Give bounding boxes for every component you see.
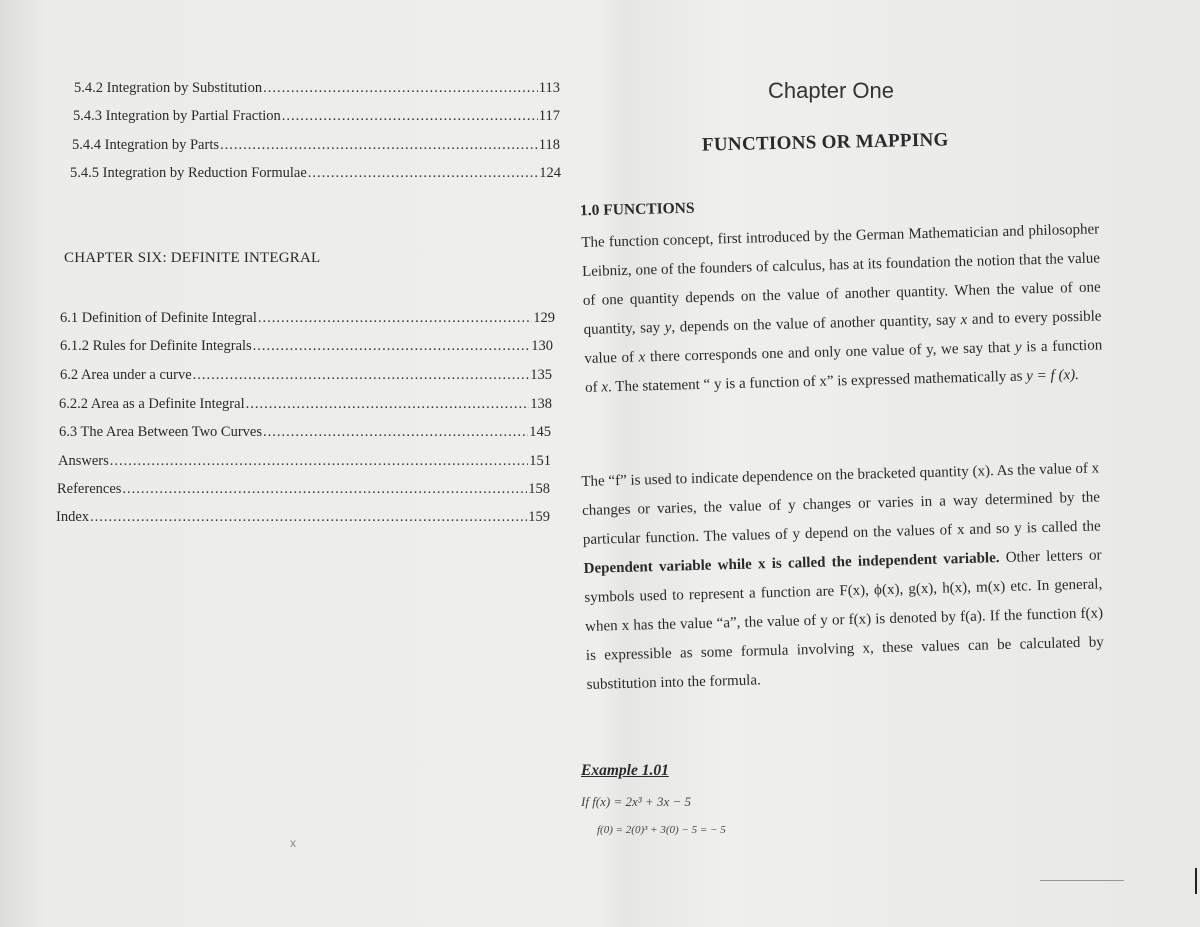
text-run: y bbox=[1014, 339, 1022, 356]
text-run: y bbox=[664, 319, 672, 336]
toc-page: 117 bbox=[538, 108, 560, 124]
text-run: x bbox=[638, 349, 646, 366]
toc-entry bbox=[57, 481, 550, 498]
toc-page: 145 bbox=[529, 424, 551, 440]
toc-leader-dots bbox=[253, 338, 531, 355]
toc-label: 6.2.2 Area as a Definite Integral bbox=[59, 396, 245, 412]
toc-leader-dots bbox=[246, 396, 530, 413]
example-line-1: If f(x) = 2x³ + 3x − 5 bbox=[581, 794, 691, 809]
chapter-six-heading: CHAPTER SIX: DEFINITE INTEGRAL bbox=[64, 250, 321, 266]
toc-leader-dots bbox=[282, 108, 538, 125]
equation: y = f (x). bbox=[1026, 367, 1080, 385]
toc-entry bbox=[60, 338, 553, 355]
toc-label: Answers bbox=[58, 453, 109, 469]
paragraph-1 bbox=[581, 215, 1103, 403]
text-run: and to every possible value of bbox=[584, 308, 1102, 367]
toc-entry bbox=[59, 396, 552, 413]
text-run: is a function of bbox=[584, 337, 1103, 396]
text-run: The “f” is used to indicate dependence on the bracketed quantity (x). As the value of x changes or varies, the value of y changes or varies in a way determined by the particular function. The values of y depend on the values of x and so y is called the bbox=[581, 460, 1101, 548]
toc-label: References bbox=[57, 481, 122, 497]
toc-leader-dots bbox=[258, 310, 532, 327]
left-page bbox=[0, 0, 575, 927]
text-run-bold: Dependent variable while x is called the independent variable. bbox=[583, 550, 1000, 577]
toc-entry bbox=[72, 137, 560, 154]
toc-entry bbox=[60, 310, 555, 327]
example-heading: Example 1.01 bbox=[581, 762, 669, 779]
toc-leader-dots bbox=[122, 481, 527, 498]
toc-leader-dots bbox=[220, 137, 538, 154]
toc-label: 5.4.2 Integration by Substitution bbox=[74, 80, 263, 96]
scan-edge-bar bbox=[1195, 868, 1197, 894]
text-run: , depends on the value of another quantity, say bbox=[671, 312, 961, 336]
toc-label: 6.1.2 Rules for Definite Integrals bbox=[60, 338, 252, 354]
toc-entry bbox=[73, 108, 560, 125]
toc-page: 129 bbox=[533, 310, 555, 326]
toc-label: Index bbox=[56, 509, 90, 525]
toc-entry bbox=[58, 453, 551, 470]
toc-label: 6.3 The Area Between Two Curves bbox=[59, 424, 263, 440]
toc-page: 135 bbox=[530, 367, 552, 383]
text-run: x bbox=[960, 311, 968, 329]
toc-entry bbox=[60, 367, 552, 384]
toc-label: 6.1 Definition of Definite Integral bbox=[60, 310, 257, 326]
toc-leader-dots bbox=[193, 367, 530, 384]
toc-page: 118 bbox=[538, 137, 560, 153]
toc-leader-dots bbox=[263, 80, 538, 97]
toc-leader-dots bbox=[263, 424, 528, 441]
right-page bbox=[575, 0, 1200, 927]
toc-label: 6.2 Area under a curve bbox=[60, 367, 192, 383]
toc-page: 138 bbox=[530, 396, 552, 412]
toc-leader-dots bbox=[308, 165, 538, 182]
paragraph-2 bbox=[581, 454, 1105, 699]
toc-page: 151 bbox=[529, 453, 551, 469]
toc-label: 5.4.4 Integration by Parts bbox=[72, 137, 219, 153]
toc-label: 5.4.5 Integration by Reduction Formulae bbox=[70, 165, 307, 181]
text-run: there corresponds one and only one value of y, we say that bbox=[645, 339, 1016, 366]
scan-edge-line bbox=[1040, 880, 1124, 881]
chapter-title: FUNCTIONS OR MAPPING bbox=[701, 129, 949, 156]
toc-entry bbox=[74, 80, 560, 97]
text-run: The function concept, first introduced by the German Mathematician and philosopher Leibniz, one of the founders of calculus, has at its foundation the notion that the value of one quantity depends on the value of another quantity. When the value of one quantity, say bbox=[581, 221, 1101, 338]
toc-page: 158 bbox=[528, 481, 550, 497]
toc-page: 113 bbox=[538, 80, 560, 96]
toc-label: 5.4.3 Integration by Partial Fraction bbox=[73, 108, 281, 124]
toc-leader-dots bbox=[110, 453, 529, 470]
section-heading: 1.0 FUNCTIONS bbox=[579, 199, 695, 220]
toc-page: 130 bbox=[531, 338, 553, 354]
text-run: Other letters or symbols used to represent a function are F(x), ϕ(x), g(x), h(x), m(x) etc. In general, when x has the value “a”, the value of y or f(x) is denoted by f(a). If the function f(x) is expressible as some formula involving x, these values can be calculated by substitution into the formula. bbox=[584, 547, 1104, 693]
toc-entry bbox=[59, 424, 551, 441]
chapter-label: Chapter One bbox=[768, 78, 894, 103]
toc-entry bbox=[70, 165, 561, 182]
example-line-2: f(0) = 2(0)³ + 3(0) − 5 = − 5 bbox=[597, 824, 726, 836]
toc-page: 159 bbox=[528, 509, 550, 525]
toc-leader-dots bbox=[90, 509, 527, 526]
toc-entry bbox=[56, 509, 550, 526]
text-run: . The statement “ y is a function of x” is expressed mathematically as bbox=[607, 368, 1027, 396]
toc-page: 124 bbox=[539, 165, 561, 181]
stray-mark: x bbox=[290, 836, 296, 850]
text-run: x bbox=[601, 379, 609, 396]
